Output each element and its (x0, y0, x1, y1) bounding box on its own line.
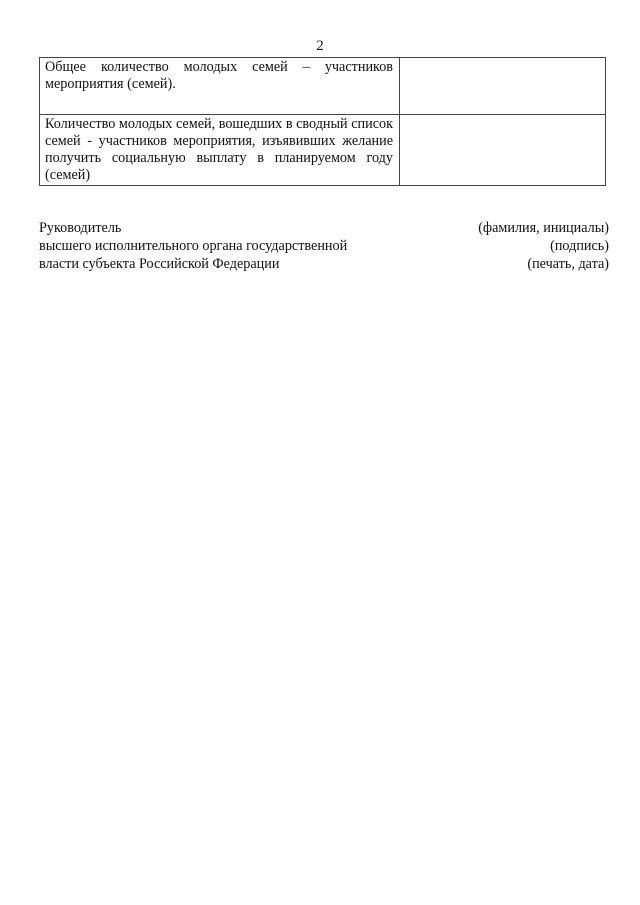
signature-field-sign: (подпись) (550, 238, 609, 254)
row-value (400, 115, 606, 186)
table-row (40, 58, 606, 115)
signer-title-line-1: Руководитель (39, 220, 122, 236)
signature-block (39, 219, 609, 273)
page-number: 2 (316, 38, 324, 54)
signature-field-name: (фамилия, инициалы) (478, 220, 609, 236)
families-table (39, 57, 606, 186)
row-label: Количество молодых семей, вошедших в сводный список семей - участников мероприятия, изъявивших желание получить социальную выплату в планируемом году (семей) (40, 115, 400, 186)
signer-title-line-3: власти субъекта Российской Федерации (39, 256, 280, 272)
row-label: Общее количество молодых семей – участников мероприятия (семей). (40, 58, 400, 115)
table-row (40, 115, 606, 186)
row-value (400, 58, 606, 115)
signer-title-line-2: высшего исполнительного органа государственной (39, 238, 348, 254)
signature-field-stamp-date: (печать, дата) (527, 256, 609, 272)
